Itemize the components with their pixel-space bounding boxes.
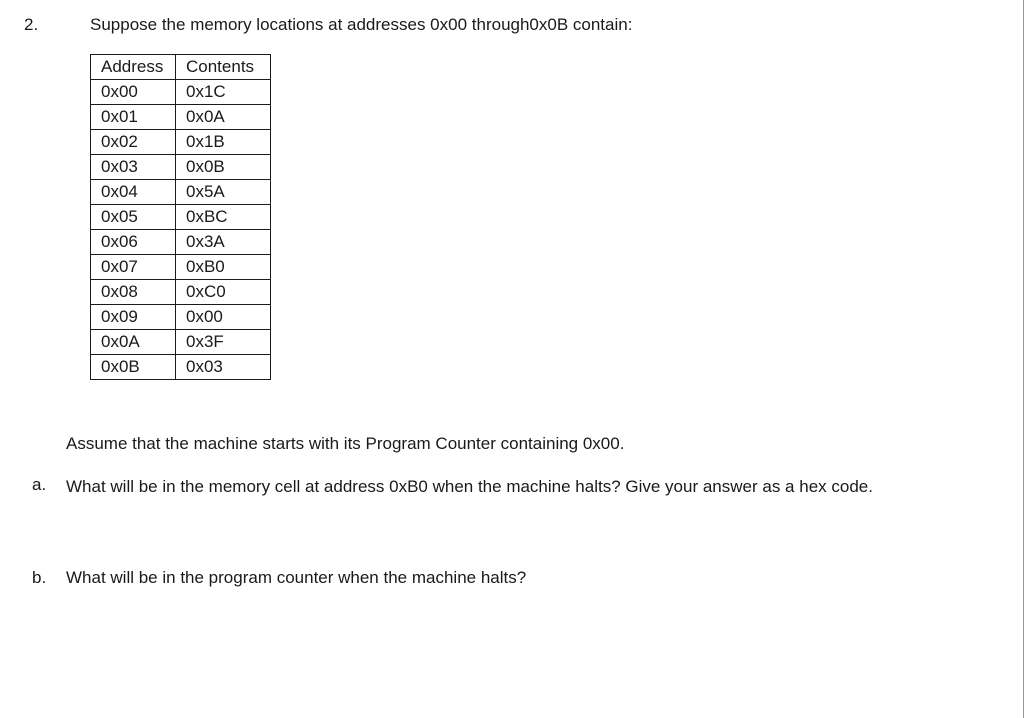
table-row [91, 105, 271, 130]
table-row [91, 205, 271, 230]
contents-cell: 0x3F [176, 330, 271, 355]
address-cell: 0x00 [91, 80, 176, 105]
table-row [91, 305, 271, 330]
part-a-question: What will be in the memory cell at address 0xB0 when the machine halts? Give your answer as a hex code. [66, 477, 873, 496]
table-row [91, 130, 271, 155]
header-contents: Contents [176, 55, 271, 80]
table-row [91, 155, 271, 180]
address-cell: 0x0A [91, 330, 176, 355]
table-row [91, 180, 271, 205]
contents-cell: 0xBC [176, 205, 271, 230]
address-cell: 0x06 [91, 230, 176, 255]
contents-cell: 0x03 [176, 355, 271, 380]
table-row [91, 355, 271, 380]
contents-cell: 0x1B [176, 130, 271, 155]
memory-table [90, 54, 271, 380]
address-cell: 0x03 [91, 155, 176, 180]
address-cell: 0x04 [91, 180, 176, 205]
address-cell: 0x07 [91, 255, 176, 280]
memory-table-body [91, 80, 271, 380]
part-b-question: What will be in the program counter when the machine halts? [66, 568, 527, 587]
contents-cell: 0x5A [176, 180, 271, 205]
table-header-row [91, 55, 271, 80]
address-cell: 0x0B [91, 355, 176, 380]
table-row [91, 280, 271, 305]
header-address: Address [91, 55, 176, 80]
contents-cell: 0x3A [176, 230, 271, 255]
question-number: 2. [24, 15, 39, 34]
address-cell: 0x09 [91, 305, 176, 330]
contents-cell: 0x0A [176, 105, 271, 130]
question-prompt: Suppose the memory locations at addresses 0x00 through0x0B contain: [90, 15, 633, 34]
contents-cell: 0x00 [176, 305, 271, 330]
part-a-marker: a. [32, 475, 47, 494]
contents-cell: 0x1C [176, 80, 271, 105]
address-cell: 0x08 [91, 280, 176, 305]
table-row [91, 330, 271, 355]
table-row [91, 255, 271, 280]
table-row [91, 80, 271, 105]
table-row [91, 230, 271, 255]
address-cell: 0x02 [91, 130, 176, 155]
contents-cell: 0x0B [176, 155, 271, 180]
contents-cell: 0xC0 [176, 280, 271, 305]
address-cell: 0x01 [91, 105, 176, 130]
part-b-marker: b. [32, 568, 47, 587]
contents-cell: 0xB0 [176, 255, 271, 280]
address-cell: 0x05 [91, 205, 176, 230]
assumption-text: Assume that the machine starts with its Program Counter containing 0x00. [66, 434, 625, 453]
